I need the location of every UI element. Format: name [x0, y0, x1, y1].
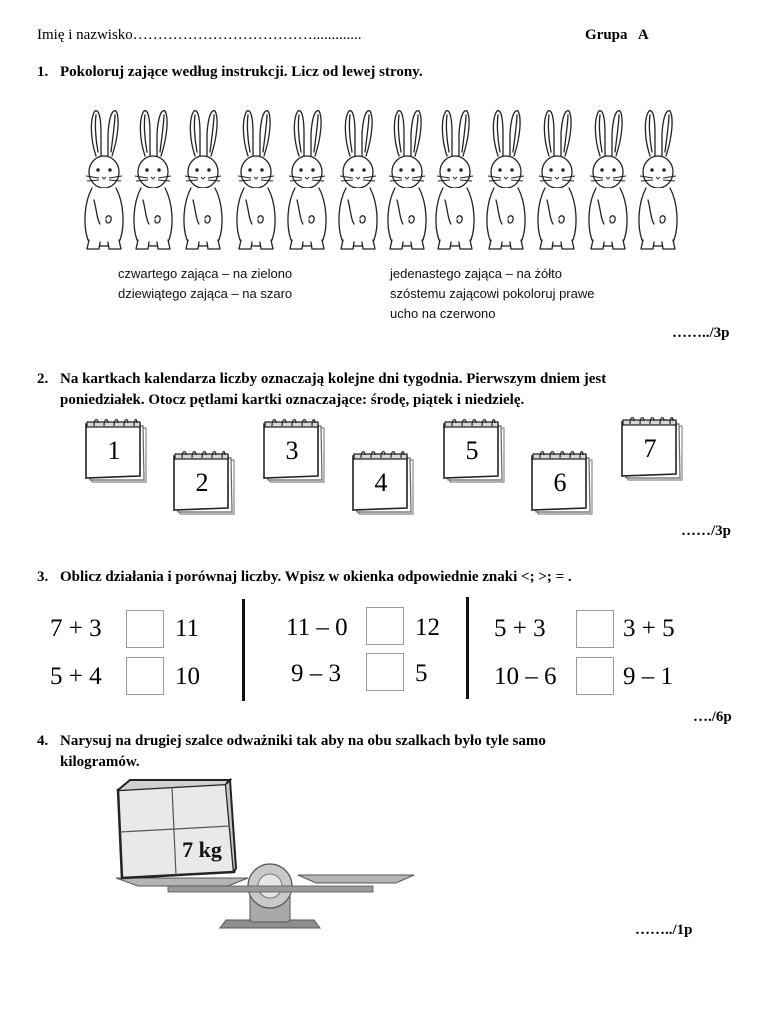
expr-5-left: 5 + 3 [494, 615, 546, 642]
expr-4-right: 5 [415, 660, 428, 687]
rabbit-4[interactable] [234, 108, 278, 253]
rabbit-5[interactable] [285, 108, 329, 253]
compare-box-5[interactable] [576, 610, 614, 648]
task2-text-line2: poniedziałek. Otocz pętlami kartki oznaczające: środę, piątek i niedzielę. [60, 392, 525, 408]
column-divider-1 [242, 599, 245, 701]
rabbit-6[interactable] [336, 108, 380, 253]
task3-points: …./6p [693, 709, 732, 725]
task3-heading [37, 567, 572, 588]
rabbit-2[interactable] [131, 108, 175, 253]
task2-number: 2. [37, 371, 49, 387]
expr-2-left: 5 + 4 [50, 663, 102, 690]
expr-3-right: 12 [415, 614, 440, 641]
calendar-number: 4 [374, 468, 388, 497]
calendar-card-4[interactable] [351, 448, 417, 518]
task2-points: ……/3p [681, 523, 732, 539]
task3-number: 3. [37, 569, 49, 585]
calendar-card-6[interactable] [530, 448, 596, 518]
weight-label: 7 kg [182, 837, 222, 862]
task4-points: ……../1p [635, 922, 693, 938]
compare-box-2[interactable] [126, 657, 164, 695]
compare-box-4[interactable] [366, 653, 404, 691]
rabbit-8[interactable] [433, 108, 477, 253]
expr-5-right: 3 + 5 [623, 615, 675, 642]
column-divider-2 [466, 597, 469, 699]
task1-points: ……../3p [672, 325, 730, 341]
calendar-number: 2 [195, 468, 209, 497]
calendar-number: 5 [465, 436, 479, 465]
task2-heading [37, 369, 757, 411]
instruction-6th-rabbit-line2: ucho na czerwono [390, 306, 496, 321]
task1-number: 1. [37, 64, 49, 80]
task4-text-line2: kilogramów. [60, 754, 140, 770]
calendar-card-5[interactable] [442, 416, 508, 486]
rabbit-1[interactable] [82, 108, 126, 253]
calendar-card-2[interactable] [172, 448, 238, 518]
rabbit-9[interactable] [484, 108, 528, 253]
task3-text: Oblicz działania i porównaj liczby. Wpisz w okienka odpowiednie znaki <; >; = . [60, 569, 572, 585]
rabbit-10[interactable] [535, 108, 579, 253]
instruction-11th-rabbit: jedenastego zająca – na żółto [390, 266, 563, 281]
expr-2-right: 10 [175, 663, 200, 690]
task4-heading [37, 731, 737, 773]
task1-instructions-left [118, 264, 292, 304]
name-field-label: Imię i nazwisko………………………………............. [37, 27, 362, 43]
calendar-number: 7 [643, 434, 657, 463]
calendar-card-3[interactable] [262, 416, 328, 486]
calendar-number: 6 [553, 468, 567, 497]
instruction-4th-rabbit: czwartego zająca – na zielono [118, 266, 293, 281]
instruction-6th-rabbit-line1: szóstemu zającowi pokoloruj prawe [390, 286, 595, 301]
group-label: Grupa A [585, 27, 649, 43]
task4-text-line1: Narysuj na drugiej szalce odważniki tak aby na obu szalkach było tyle samo [60, 733, 546, 749]
balance-scale [108, 778, 420, 940]
calendar-number: 1 [107, 436, 121, 465]
compare-box-3[interactable] [366, 607, 404, 645]
weight-box [118, 780, 236, 878]
left-pan [116, 878, 248, 886]
expr-1-left: 7 + 3 [50, 615, 102, 642]
compare-box-6[interactable] [576, 657, 614, 695]
calendar-number: 3 [285, 436, 299, 465]
expr-6-right: 9 – 1 [623, 663, 673, 690]
expr-1-right: 11 [175, 615, 200, 642]
task1-text: Pokoloruj zające według instrukcji. Licz od lewej strony. [60, 64, 423, 80]
task1-instructions-right [390, 264, 594, 324]
task4-number: 4. [37, 733, 49, 749]
calendar-card-7[interactable] [620, 414, 686, 484]
expr-6-left: 10 – 6 [494, 663, 557, 690]
calendar-card-1[interactable] [84, 416, 150, 486]
scale-beam [168, 886, 373, 892]
task2-text-line1: Na kartkach kalendarza liczby oznaczają kolejne dni tygodnia. Pierwszym dniem jest [60, 371, 607, 387]
expr-3-left: 11 – 0 [286, 614, 348, 641]
right-pan [298, 875, 414, 883]
rabbit-3[interactable] [181, 108, 225, 253]
expr-4-left: 9 – 3 [291, 660, 341, 687]
compare-box-1[interactable] [126, 610, 164, 648]
task1-heading [37, 62, 423, 83]
rabbit-12[interactable] [636, 108, 680, 253]
rabbit-7[interactable] [385, 108, 429, 253]
instruction-9th-rabbit: dziewiątego zająca – na szaro [118, 286, 293, 301]
rabbit-11[interactable] [586, 108, 630, 253]
